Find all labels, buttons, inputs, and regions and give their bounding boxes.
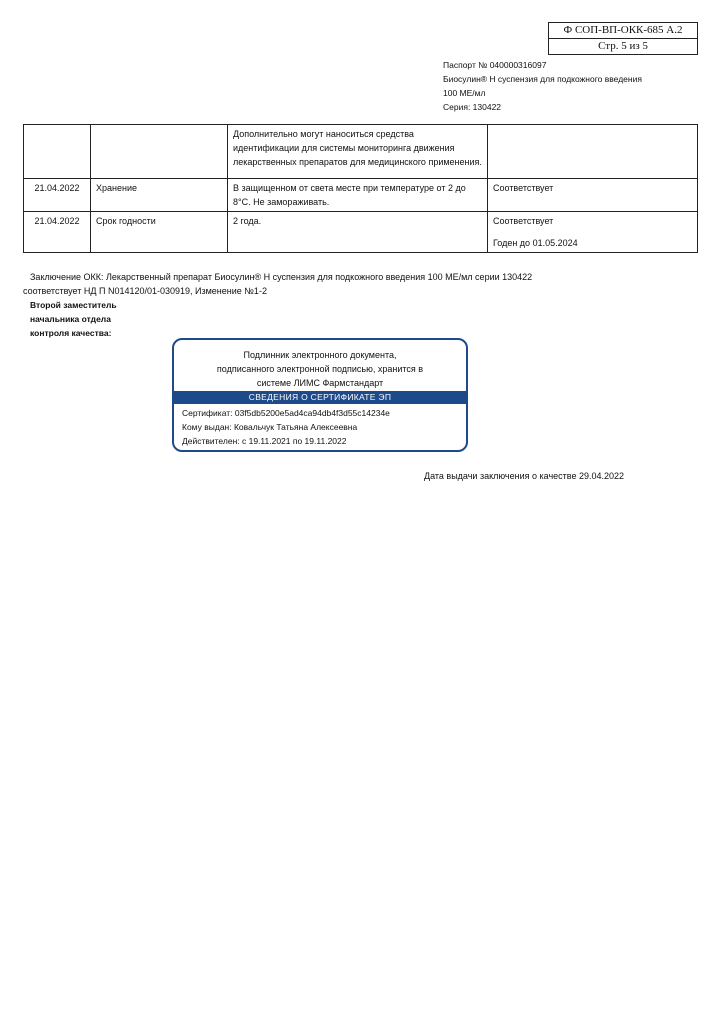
qc-conclusion [23,270,532,298]
passport-block [443,58,642,114]
requirement-cell: В защищенном от света месте при температуре от 2 до 8°С. Не замораживать. [228,179,488,212]
test-name-cell: Срок годности [91,212,228,253]
stamp-header-line1: Подлинник электронного документа, [243,350,397,360]
signer-line1: Второй заместитель [30,300,117,310]
signer-line2: начальника отдела [30,314,111,324]
conclusion-line2: соответствует НД П N014120/01-030919, Изменение №1-2 [23,286,267,296]
requirement-cell: 2 года. [228,212,488,253]
table-row [24,125,698,179]
result-cell [488,125,698,179]
passport-number: Паспорт № 040000316097 [443,60,547,70]
form-code: Ф СОП-ВП-ОКК-685 А.2 [563,24,683,36]
requirement-cell: Дополнительно могут наноситься средства идентификации для системы мониторинга движения лекарственных препаратов для медицинского применения. [228,125,488,179]
page-number: Стр. 5 из 5 [549,38,697,54]
document-code-box [548,22,698,55]
result-cell: Соответствует [488,179,698,212]
date-cell [24,125,91,179]
stamp-header-line2: подписанного электронной подписью, хранится в [216,364,424,374]
expiry-date: Годен до 01.05.2024 [493,238,578,248]
table-row [24,179,698,212]
test-name-cell: Хранение [91,179,228,212]
signer-title [30,298,117,340]
date-cell: 21.04.2022 [24,179,91,212]
certificate-details [182,406,390,448]
table-row [24,212,698,253]
date-cell: 21.04.2022 [24,212,91,253]
stamp-header [174,348,466,390]
certificate-number: Сертификат: 03f5db5200e5ad4ca94db4f3d55c14234e [182,408,390,418]
conclusion-line1: Заключение ОКК: Лекарственный препарат Биосулин® Н суспензия для подкожного введения 100 МЕ/мл серии 130422 [30,272,533,282]
product-name-line2: 100 МЕ/мл [443,88,486,98]
certificate-owner: Кому выдан: Ковальчук Татьяна Алексеевна [182,422,358,432]
certificate-validity: Действителен: с 19.11.2021 по 19.11.2022 [182,436,347,446]
result-text: Соответствует [493,216,554,226]
signer-line3: контроля качества: [30,328,112,338]
certificate-info-band: СВЕДЕНИЯ О СЕРТИФИКАТЕ ЭП [174,391,466,404]
test-results-table [23,124,698,253]
result-cell [488,212,698,253]
stamp-header-line3: системе ЛИМС Фармстандарт [256,378,384,388]
product-name-line1: Биосулин® Н суспензия для подкожного введения [443,74,642,84]
series-number: Серия: 130422 [443,102,502,112]
electronic-signature-stamp [172,338,468,452]
test-name-cell [91,125,228,179]
conclusion-issue-date: Дата выдачи заключения о качестве 29.04.2022 [424,471,624,481]
